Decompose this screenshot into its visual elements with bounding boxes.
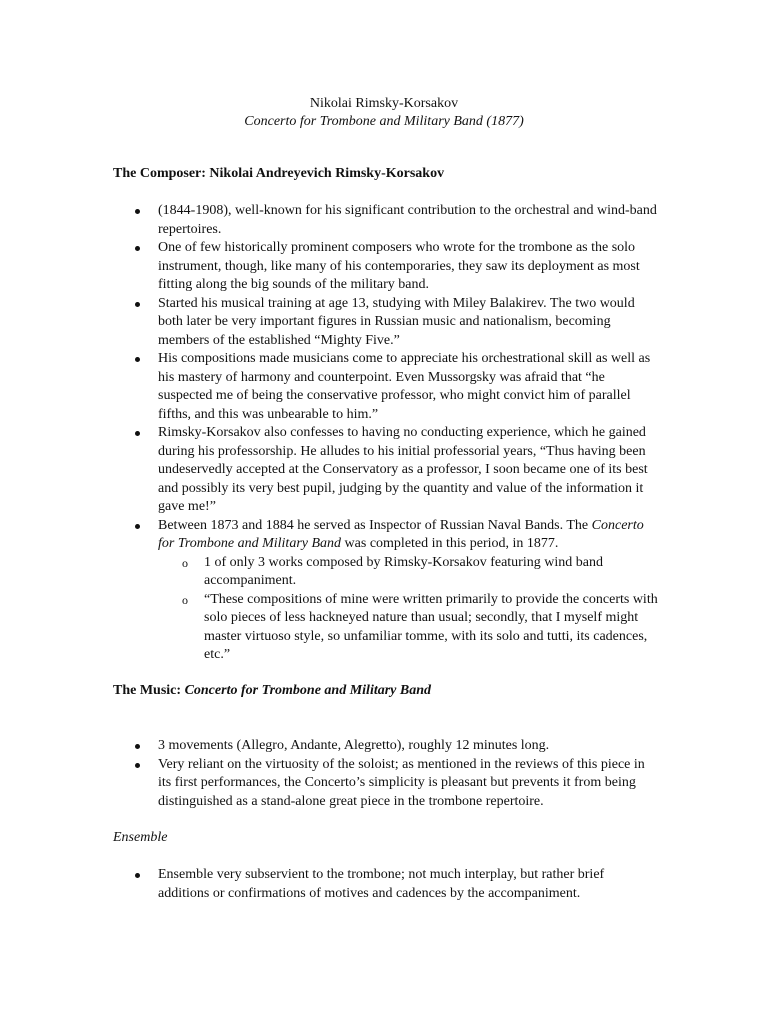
ensemble-bullet-list — [113, 866, 658, 903]
concerto-title-italic: Concerto for Trombone and Military Band — [158, 517, 644, 551]
title-block — [0, 95, 768, 131]
list-item: One of few historically prominent composers who wrote for the trombone as the solo instrument, though, like many of his contemporaries, they saw its deployment as most fitting along the big sounds of the military band. — [113, 239, 658, 295]
music-heading-italic: Concerto for Trombone and Military Band — [184, 683, 432, 698]
sub-list-item: o 1 of only 3 works composed by Rimsky-Korsakov featuring wind band accompaniment. — [158, 554, 658, 591]
bullet-text-suffix: was completed in this period, in 1877. — [341, 536, 559, 551]
list-item — [113, 517, 658, 665]
sub-bullet-list — [158, 554, 658, 665]
ensemble-heading: Ensemble — [113, 830, 168, 845]
list-item: Rimsky-Korsakov also confesses to having no conducting experience, which he gained during his professorship. He alludes to his initial professorial years, “Thus having been undeservedly accepted at the Conservatory as a professor, I soon became one of its best and possibly its very best pupil, judging by the quantity and value of the information it gave me!” — [113, 424, 658, 517]
sub-list-item: o “These compositions of mine were written primarily to provide the concerts with solo pieces of less hackneyed nature than usual; secondly, that I myself might master virtuoso style, so unfamiliar tomme, with its solo and tutti, its cadences, etc.” — [158, 591, 658, 665]
music-heading — [113, 682, 431, 700]
document-subtitle: Concerto for Trombone and Military Band (1877) — [244, 114, 524, 129]
list-item: 3 movements (Allegro, Andante, Alegretto), roughly 12 minutes long. — [113, 737, 658, 756]
music-heading-prefix: The Music: — [113, 683, 185, 698]
bullet-text-prefix: Between 1873 and 1884 he served as Inspector of Russian Naval Bands. The — [158, 517, 592, 533]
list-item: Started his musical training at age 13, studying with Miley Balakirev. The two would both later be very important figures in Russian music and nationalism, becoming members of the established “Mighty Five.” — [113, 295, 658, 351]
document-title: Nikolai Rimsky-Korsakov — [309, 96, 459, 111]
composer-heading: The Composer: Nikolai Andreyevich Rimsky-Korsakov — [113, 166, 445, 181]
list-item: Very reliant on the virtuosity of the soloist; as mentioned in the reviews of this piece in its first performances, the Concerto’s simplicity is pleasant but prevents it from being distinguished as a stand-alone great piece in the trombone repertoire. — [113, 756, 658, 812]
list-item: Ensemble very subservient to the trombone; not much interplay, but rather brief additions or confirmations of motives and cadences by the accompaniment. — [113, 866, 658, 903]
composer-bullet-list — [113, 202, 658, 665]
list-item: (1844-1908), well-known for his significant contribution to the orchestral and wind-band repertoires. — [113, 202, 658, 239]
music-bullet-list — [113, 737, 658, 811]
list-item: His compositions made musicians come to appreciate his orchestrational skill as well as his mastery of harmony and counterpoint. Even Mussorgsky was afraid that “he suspected me of being the conservative professor, who might convict him of parallel fifths, and this was unbearable to him.” — [113, 350, 658, 424]
